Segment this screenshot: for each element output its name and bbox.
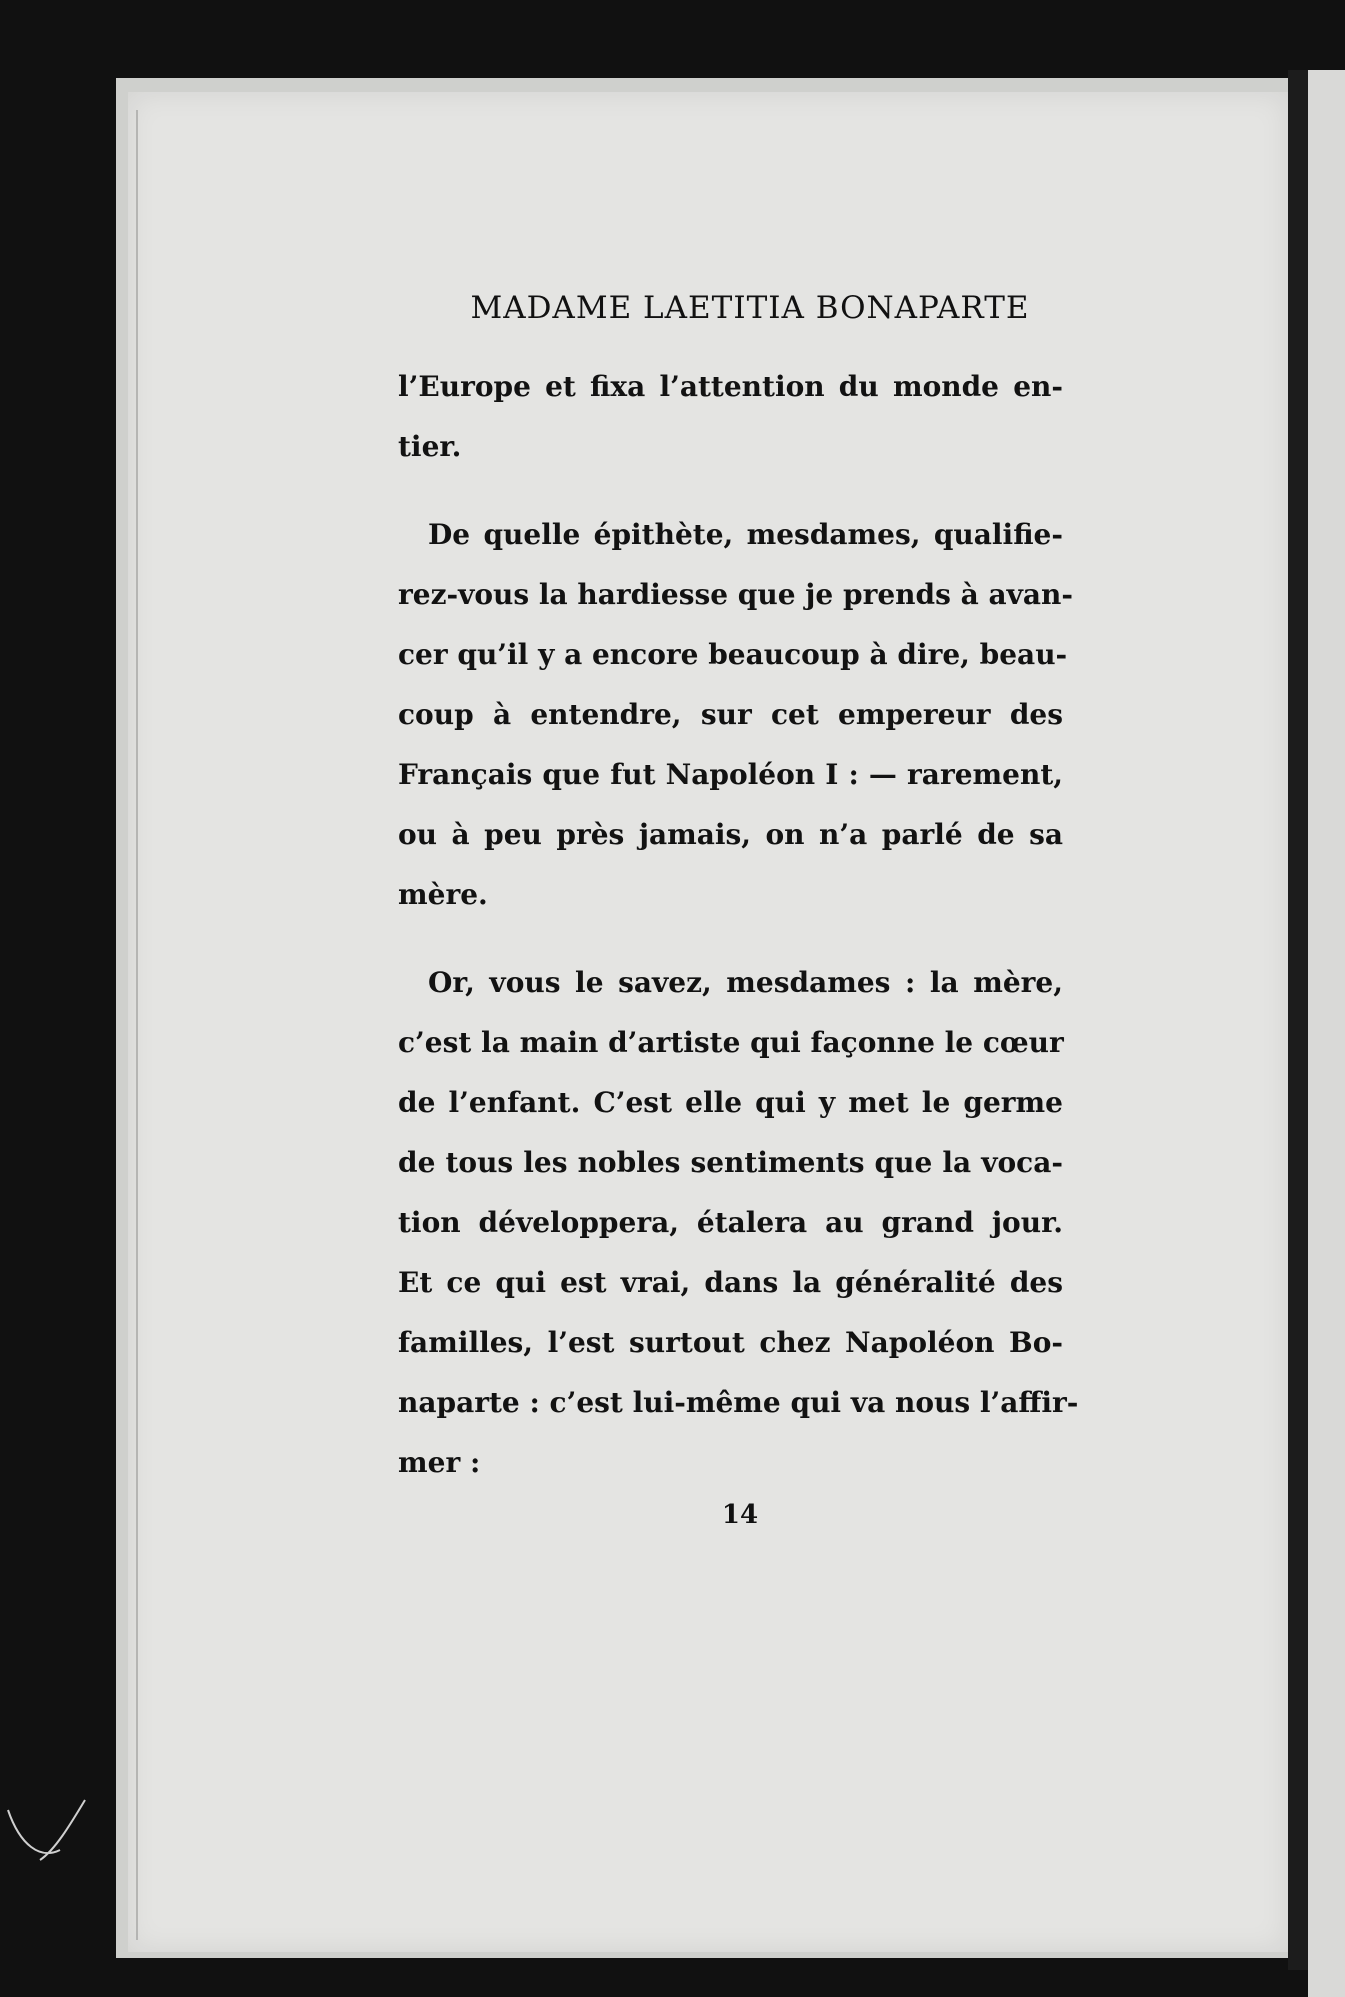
text-line: familles, l’est surtout chez Napoléon Bo-	[398, 1326, 1063, 1359]
text-line: Et ce qui est vrai, dans la généralité des	[398, 1266, 1063, 1299]
text-line: rez-vous la hardiesse que je prends à avan-	[398, 578, 1074, 611]
text-line: Français que fut Napoléon I : — rarement,	[398, 758, 1063, 791]
running-header: MADAME LAETITIA BONAPARTE	[470, 290, 1030, 326]
page-gutter-line	[136, 110, 138, 1940]
text-line: tion développera, étalera au grand jour.	[398, 1206, 1063, 1239]
text-line: de l’enfant. C’est elle qui y met le germe	[398, 1086, 1063, 1119]
text-line: cer qu’il y a encore beaucoup à dire, beau-	[398, 638, 1068, 671]
text-line: mère.	[398, 878, 488, 911]
text-line: tier.	[398, 430, 462, 463]
text-line: l’Europe et fixa l’attention du monde en-	[398, 370, 1063, 403]
text-line: naparte : c’est lui-même qui va nous l’affir-	[398, 1386, 1079, 1419]
binding-shadow	[1288, 70, 1308, 1970]
text-line: de tous les nobles sentiments que la voca-	[398, 1146, 1063, 1179]
text-line: Or, vous le savez, mesdames : la mère,	[428, 966, 1063, 999]
page-number: 14	[721, 1500, 759, 1530]
text-line: mer :	[398, 1446, 481, 1479]
text-line: ou à peu près jamais, on n’a parlé de sa	[398, 818, 1063, 851]
text-line: coup à entendre, sur cet empereur des	[398, 698, 1063, 731]
text-line: De quelle épithète, mesdames, qualifie-	[428, 518, 1063, 551]
margin-mark-icon	[0, 1790, 110, 1880]
text-line: c’est la main d’artiste qui façonne le cœur	[398, 1026, 1064, 1059]
facing-page-edge	[1308, 70, 1345, 1997]
